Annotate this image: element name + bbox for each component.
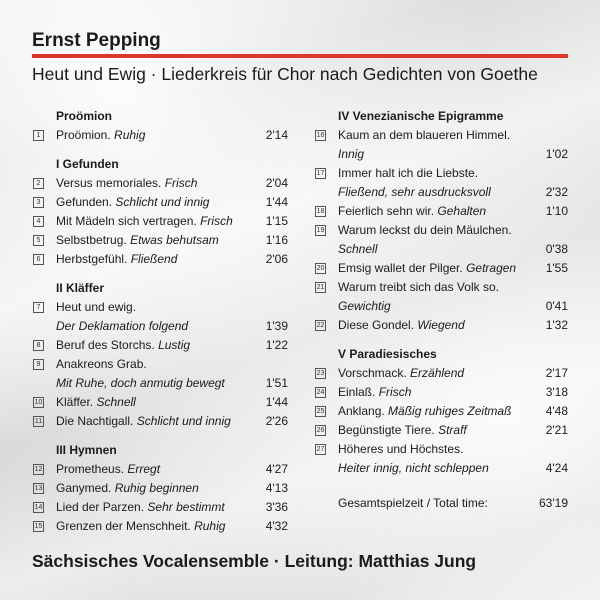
track-tempo: Frisch xyxy=(164,176,198,190)
track-tempo: Sehr bestimmt xyxy=(147,500,225,514)
track-number: 3 xyxy=(33,197,44,208)
track-title: Grenzen der Menschheit. xyxy=(56,519,191,533)
track-duration: 2'17 xyxy=(545,366,568,380)
track-title: Kläffer. xyxy=(56,395,94,409)
track-number: 27 xyxy=(316,446,325,453)
track-title: Höheres und Höchstes. xyxy=(338,442,464,456)
track-number: 20 xyxy=(316,265,325,272)
track-row xyxy=(32,231,288,250)
track-row xyxy=(32,212,288,231)
track-duration: 0'41 xyxy=(545,299,568,313)
track-duration: 2'04 xyxy=(265,176,288,190)
section-heading: II Kläffer xyxy=(56,281,105,295)
track-title: Selbstbetrug. xyxy=(56,233,127,247)
track-row xyxy=(314,126,568,145)
track-duration: 2'32 xyxy=(545,185,568,199)
track-tempo: Lustig xyxy=(158,338,191,352)
track-row xyxy=(32,393,288,412)
track-tempo: Erzählend xyxy=(410,366,465,380)
track-number: 14 xyxy=(34,504,43,511)
track-number: 7 xyxy=(33,302,44,313)
track-tempo: Getragen xyxy=(466,261,517,275)
track-number: 17 xyxy=(316,170,325,177)
track-row xyxy=(32,126,288,145)
track-title: Einlaß. xyxy=(338,385,376,399)
track-row xyxy=(32,479,288,498)
track-number: 25 xyxy=(316,408,325,415)
performer-credit: Sächsisches Vocalensemble · Leitung: Matthias Jung xyxy=(32,551,477,571)
track-tempo: Schlicht und innig xyxy=(136,414,231,428)
track-duration: 1'16 xyxy=(265,233,288,247)
track-row xyxy=(32,517,288,536)
track-tempo: Innig xyxy=(338,147,365,161)
track-tempo: Gewichtig xyxy=(338,299,391,313)
track-duration: 1'15 xyxy=(265,214,288,228)
track-row xyxy=(314,440,568,459)
track-title: Kaum an dem blaueren Himmel. xyxy=(338,128,511,142)
track-tempo: Gehalten xyxy=(437,204,487,218)
track-title: Anklang. xyxy=(338,404,385,418)
track-row-continued xyxy=(314,297,568,316)
track-title: Herbstgefühl. xyxy=(56,252,128,266)
track-row xyxy=(32,355,288,374)
track-title: Prometheus. xyxy=(56,462,125,476)
track-duration: 2'06 xyxy=(265,252,288,266)
track-row xyxy=(32,250,288,269)
track-title: Die Nachtigall. xyxy=(56,414,134,428)
track-row xyxy=(32,460,288,479)
track-number: 12 xyxy=(34,466,43,473)
track-number: 10 xyxy=(34,399,43,406)
track-duration: 1'22 xyxy=(265,338,288,352)
track-duration: 0'38 xyxy=(545,242,568,256)
track-duration: 2'26 xyxy=(265,414,288,428)
track-title: Proömion. xyxy=(56,128,111,142)
track-number: 8 xyxy=(33,340,44,351)
track-row xyxy=(32,412,288,431)
track-row xyxy=(314,316,568,335)
track-number: 13 xyxy=(34,485,43,492)
track-title: Feierlich sehn wir. xyxy=(338,204,435,218)
track-title: Versus memoriales. xyxy=(56,176,162,190)
track-tempo: Ruhig beginnen xyxy=(114,481,199,495)
track-number: 15 xyxy=(34,523,43,530)
total-time-row xyxy=(314,494,568,513)
track-title: Warum leckst du dein Mäulchen. xyxy=(338,223,512,237)
track-number: 1 xyxy=(33,130,44,141)
track-title: Mit Mädeln sich vertragen. xyxy=(56,214,197,228)
track-duration: 4'24 xyxy=(545,461,568,475)
track-title: Ganymed. xyxy=(56,481,112,495)
track-number: 9 xyxy=(33,359,44,370)
track-tempo: Ruhig xyxy=(194,519,226,533)
track-title: Lied der Parzen. xyxy=(56,500,145,514)
track-tempo: Straff xyxy=(438,423,467,437)
track-tempo: Etwas behutsam xyxy=(130,233,219,247)
track-tempo: Frisch xyxy=(200,214,233,228)
track-row xyxy=(32,298,288,317)
track-number: 18 xyxy=(316,208,325,215)
track-row xyxy=(314,202,568,221)
track-number: 23 xyxy=(316,370,325,377)
total-time-label: Gesamtspielzeit / Total time: xyxy=(338,496,488,510)
track-number: 19 xyxy=(316,227,325,234)
track-number: 11 xyxy=(34,418,43,425)
track-number: 2 xyxy=(33,178,44,189)
track-row xyxy=(314,383,568,402)
track-tempo: Mit Ruhe, doch anmutig bewegt xyxy=(56,376,225,390)
track-duration: 2'21 xyxy=(545,423,568,437)
track-row xyxy=(314,402,568,421)
section-heading: V Paradiesisches xyxy=(338,347,437,361)
track-row-continued xyxy=(314,183,568,202)
track-row-continued xyxy=(314,145,568,164)
track-duration: 4'32 xyxy=(265,519,288,533)
track-row xyxy=(314,221,568,240)
total-time-value: 63'19 xyxy=(539,496,568,510)
track-row xyxy=(314,259,568,278)
track-number: 6 xyxy=(33,254,44,265)
section-heading: I Gefunden xyxy=(56,157,119,171)
track-duration: 1'32 xyxy=(545,318,568,332)
track-title: Begünstigte Tiere. xyxy=(338,423,435,437)
track-title: Gefunden. xyxy=(56,195,113,209)
track-number: 4 xyxy=(33,216,44,227)
tracklist-right-column xyxy=(314,107,568,513)
track-title: Beruf des Storchs. xyxy=(56,338,155,352)
track-duration: 1'02 xyxy=(545,147,568,161)
track-number: 24 xyxy=(316,389,325,396)
track-tempo: Mäßig ruhiges Zeitmaß xyxy=(388,404,512,418)
track-title: Warum treibt sich das Volk so. xyxy=(338,280,499,294)
track-tempo: Fließend, sehr ausdrucksvoll xyxy=(338,185,491,199)
track-tempo: Der Deklamation folgend xyxy=(56,319,189,333)
track-duration: 3'36 xyxy=(265,500,288,514)
track-row-continued xyxy=(32,317,288,336)
track-title: Emsig wallet der Pilger. xyxy=(338,261,463,275)
track-tempo: Ruhig xyxy=(114,128,146,142)
track-duration: 1'51 xyxy=(265,376,288,390)
track-duration: 1'55 xyxy=(545,261,568,275)
track-title: Diese Gondel. xyxy=(338,318,415,332)
track-row xyxy=(314,164,568,183)
track-number: 5 xyxy=(33,235,44,246)
track-number: 26 xyxy=(316,427,325,434)
section-heading: III Hymnen xyxy=(56,443,117,457)
track-duration: 4'13 xyxy=(265,481,288,495)
track-tempo: Wiegend xyxy=(417,318,465,332)
section-heading: Proömion xyxy=(56,109,112,123)
track-row xyxy=(314,364,568,383)
track-row xyxy=(314,421,568,440)
red-divider xyxy=(32,54,568,58)
track-duration: 4'48 xyxy=(545,404,568,418)
track-duration: 1'39 xyxy=(265,319,288,333)
track-duration: 3'18 xyxy=(545,385,568,399)
track-row-continued xyxy=(32,374,288,393)
track-title: Immer halt ich die Liebste. xyxy=(338,166,479,180)
track-tempo: Erregt xyxy=(127,462,161,476)
track-row xyxy=(314,278,568,297)
track-duration: 2'14 xyxy=(265,128,288,142)
track-title: Anakreons Grab. xyxy=(56,357,147,371)
track-row xyxy=(32,336,288,355)
track-tempo: Frisch xyxy=(378,385,412,399)
track-duration: 1'44 xyxy=(265,195,288,209)
track-row xyxy=(32,498,288,517)
track-duration: 1'44 xyxy=(265,395,288,409)
track-tempo: Heiter innig, nicht schleppen xyxy=(338,461,489,475)
track-title: Vorschmack. xyxy=(338,366,407,380)
tracklist-left-column xyxy=(32,107,288,536)
track-number: 16 xyxy=(316,132,325,139)
album-title: Heut und Ewig · Liederkreis für Chor nach Gedichten von Goethe xyxy=(32,64,538,84)
track-tempo: Fließend xyxy=(130,252,178,266)
track-title: Heut und ewig. xyxy=(56,300,137,314)
track-tempo: Schnell xyxy=(96,395,136,409)
composer-name: Ernst Pepping xyxy=(32,30,161,51)
track-row xyxy=(32,174,288,193)
track-tempo: Schnell xyxy=(338,242,378,256)
track-row-continued xyxy=(314,240,568,259)
track-tempo: Schlicht und innig xyxy=(115,195,210,209)
track-row xyxy=(32,193,288,212)
section-heading: IV Venezianische Epigramme xyxy=(338,109,504,123)
track-duration: 1'10 xyxy=(545,204,568,218)
track-number: 22 xyxy=(316,322,325,329)
track-duration: 4'27 xyxy=(265,462,288,476)
track-number: 21 xyxy=(316,284,325,291)
track-row-continued xyxy=(314,459,568,478)
